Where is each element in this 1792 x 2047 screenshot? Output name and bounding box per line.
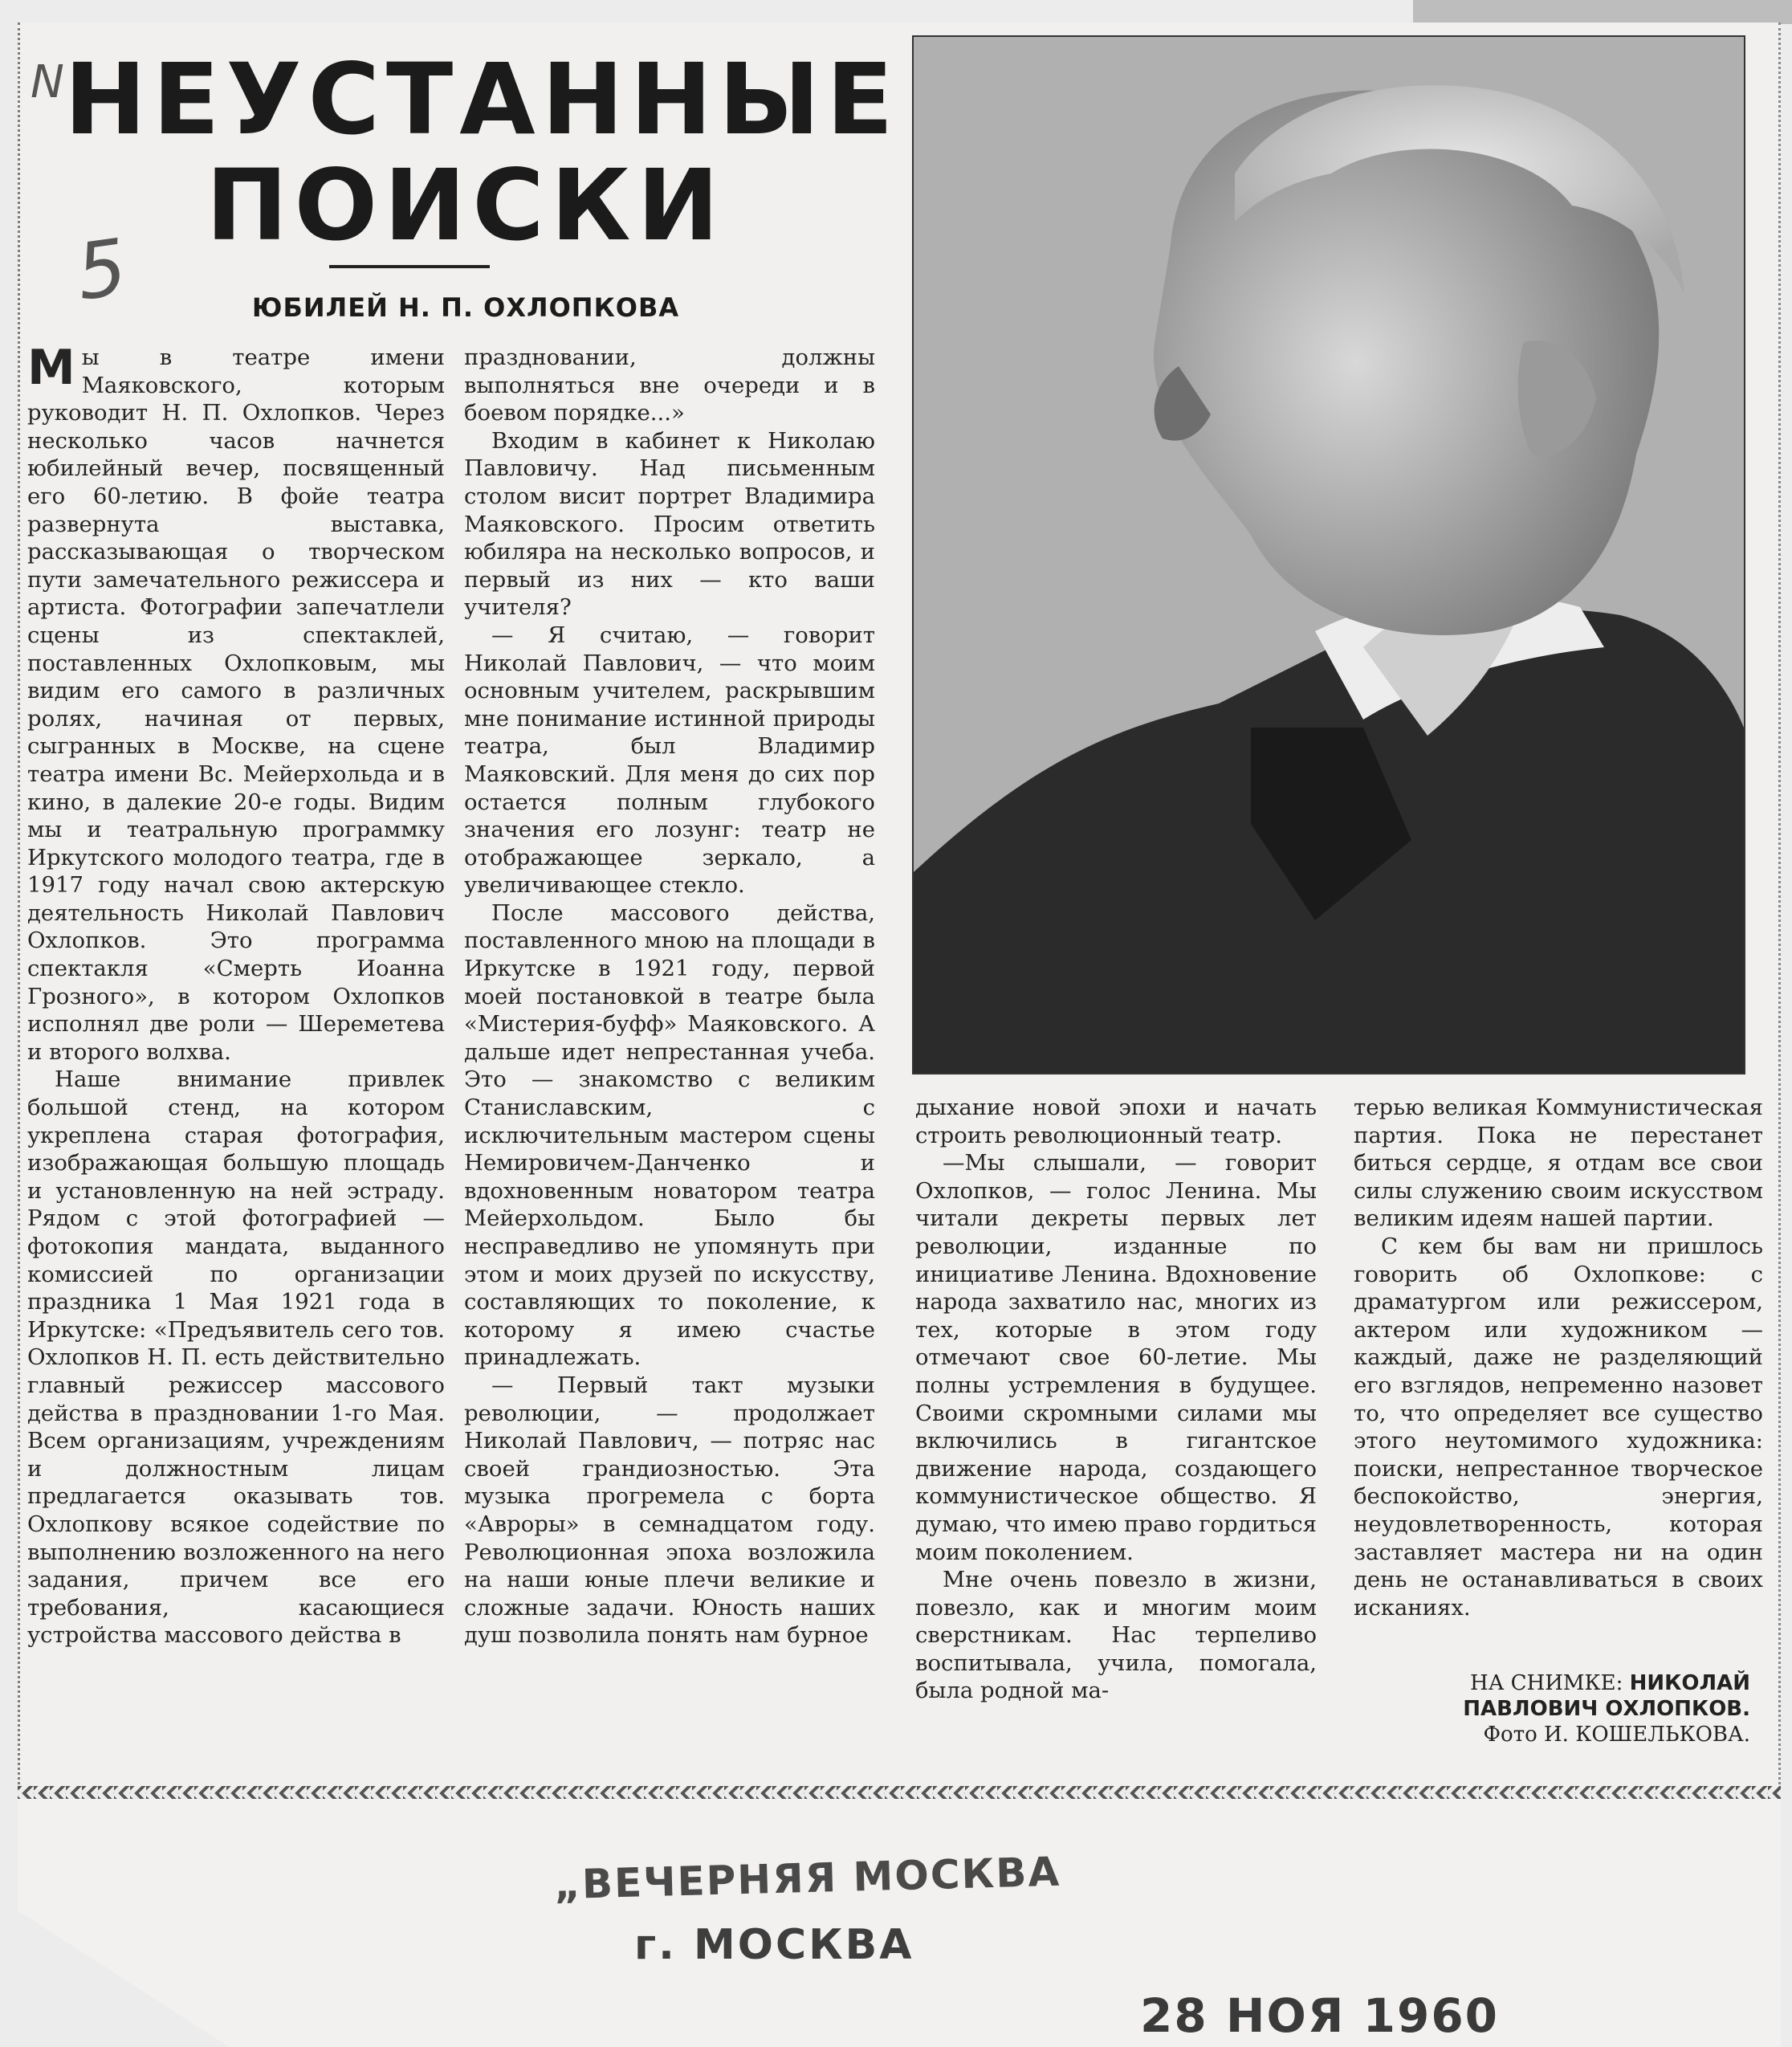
paragraph: праздновании, должны выполняться вне очереди и в боевом порядке...»	[464, 345, 875, 426]
paragraph: С кем бы вам ни пришлось говорить об Охлопкове: с драматургом или режиссером, актером или художником — каждый, даже не разделяющий его взглядов, непременно назовет то, что определяет все существо этого неутомимого художника: поиски, непрестанное творческое беспокойство, энергия, неудовлетворенность, которая заставляет мастера ни на один день не останавливаться в своих исканиях.	[1354, 1233, 1763, 1621]
paragraph: —Мы слышали, — говорит Охлопков, — голос Ленина. Мы читали декреты первых лет революции, изданные по инициативе Ленина. Вдохновение народа захватило нас, многих из тех, которые в этом году отмечают свое 60-летие. Мы полны устремления в будущее. Своими скромными силами мы включились в гигантское движение народа, создающего коммунистическое общество. Я думаю, что имею право гордиться моим поколением.	[915, 1150, 1317, 1565]
paragraph: — Первый такт музыки революции, — продолжает Николай Павлович, — потряс нас своей грандиозностью. Эта музыка прогремела с борта «Авроры» в семнадцатом году. Революционная эпоха возложила на наши юные плечи великие и сложные задачи. Юность наших душ позволила понять нам бурное	[464, 1372, 875, 1649]
paragraph: дыхание новой эпохи и начать строить революционный театр.	[915, 1095, 1317, 1148]
article-column-1	[27, 340, 445, 1649]
paragraph: Наше внимание привлек большой стенд, на котором укреплена старая фотография, изображающая большую площадь и установленную на ней эстраду. Рядом с этой фотографией — фотокопия мандата, выданного комиссией по организации праздника 1 Мая 1921 года в Иркутске: «Предъявитель сего тов. Охлопков Н. П. есть действительно главный режиссер массового действа в праздновании 1-го Мая. Всем организациям, учреждениям и должностным лицам предлагается оказывать тов. Охлопкову всякое содействие по выполнению возложенного на него задания, причем все его требования, касающиеся устройства массового действа в	[27, 1066, 445, 1649]
article-column-3	[915, 1094, 1317, 1705]
wavy-divider	[18, 1786, 1781, 1800]
headline-line-2: ПОИСКИ	[206, 149, 726, 263]
stamp-city: г. МОСКВА	[634, 1921, 914, 1969]
article-column-2	[464, 344, 875, 1649]
caption-credit: Фото И. КОШЕЛЬКОВА.	[1483, 1723, 1750, 1747]
scan-edge	[1413, 0, 1792, 24]
drop-cap: М	[27, 340, 75, 396]
portrait-illustration	[914, 37, 1744, 1073]
handwritten-mark-5: 5	[71, 222, 132, 318]
caption-name: НИКОЛАЙ ПАВЛОВИЧ ОХЛОПКОВ.	[1463, 1671, 1750, 1721]
caption-line-1	[1365, 1670, 1750, 1722]
caption-prefix: НА СНИМКЕ:	[1470, 1671, 1623, 1695]
portrait-photo	[912, 35, 1745, 1074]
paragraph: Мне очень повезло в жизни, повезло, как и многим моим сверстникам. Нас терпеливо воспитывала, учила, помогала, была родной ма-	[915, 1567, 1317, 1704]
headline-rule	[329, 265, 490, 268]
paragraph: — Я считаю, — говорит Николай Павлович, — что моим основным учителем, раскрывшим мне понимание истинной природы театра, был Владимир Маяковский. Для меня до сих пор остается полным глубокого значения его лозунг: театр не отображающее зеркало, а увеличивающее стекло.	[464, 622, 875, 899]
stamp-newspaper: „ВЕЧЕРНЯЯ МОСКВА	[553, 1848, 1061, 1909]
headline-line-1: НЕУСТАННЫЕ	[64, 43, 900, 157]
paragraph: После массового действа, поставленного мною на площади в Иркутске в 1921 году, первой моей постановкой в театре была «Мистерия-буфф» Маяковского. А дальше идет непрестанная учеба. Это — знакомство с великим Станиславским, с исключительным мастером сцены Немировичем-Данченко и вдохновенным новатором театра Мейерхольдом. Было бы несправедливо не упомянуть при этом и моих друзей по искусству, составляющих то поколение, к которому я имею счастье принадлежать.	[464, 899, 875, 1371]
paragraph: терью великая Коммунистическая партия. Пока не перестанет биться сердце, я отдам все свои силы служению своим искусством великим идеям нашей партии.	[1354, 1095, 1763, 1232]
handwritten-mark-n: N	[31, 56, 64, 108]
photo-caption	[1365, 1670, 1750, 1747]
subtitle: ЮБИЛЕЙ Н. П. ОХЛОПКОВА	[251, 292, 680, 323]
paragraph: Входим в кабинет к Николаю Павловичу. Над письменным столом висит портрет Владимира Маяковского. Просим ответить юбиляра на несколько вопросов, и первый из них — кто ваши учителя?	[464, 427, 875, 621]
headline	[64, 43, 900, 263]
stamp-date: 28 НОЯ 1960	[1140, 1988, 1500, 2043]
article-column-4	[1354, 1094, 1763, 1621]
paragraph: Мы в театре имени Маяковского, которым руководит Н. П. Охлопков. Через несколько часов начнется юбилейный вечер, посвященный его 60-летию. В фойе театра развернута выставка, рассказывающая о творческом пути замечательного режиссера и артиста. Фотографии запечатлели сцены из спектаклей, поставленных Охлопковым, мы видим его самого в различных ролях, начиная от первых, сыгранных в Москве, на сцене театра имени Вс. Мейерхольда и в кино, в далекие 20-е годы. Видим мы и театральную программку Иркутского молодого театра, где в 1917 году начал свою актерскую деятельность Николай Павлович Охлопков. Это программа спектакля «Смерть Иоанна Грозного», в котором Охлопков исполнял две роли — Шереметева и второго волхва.	[27, 340, 445, 1065]
